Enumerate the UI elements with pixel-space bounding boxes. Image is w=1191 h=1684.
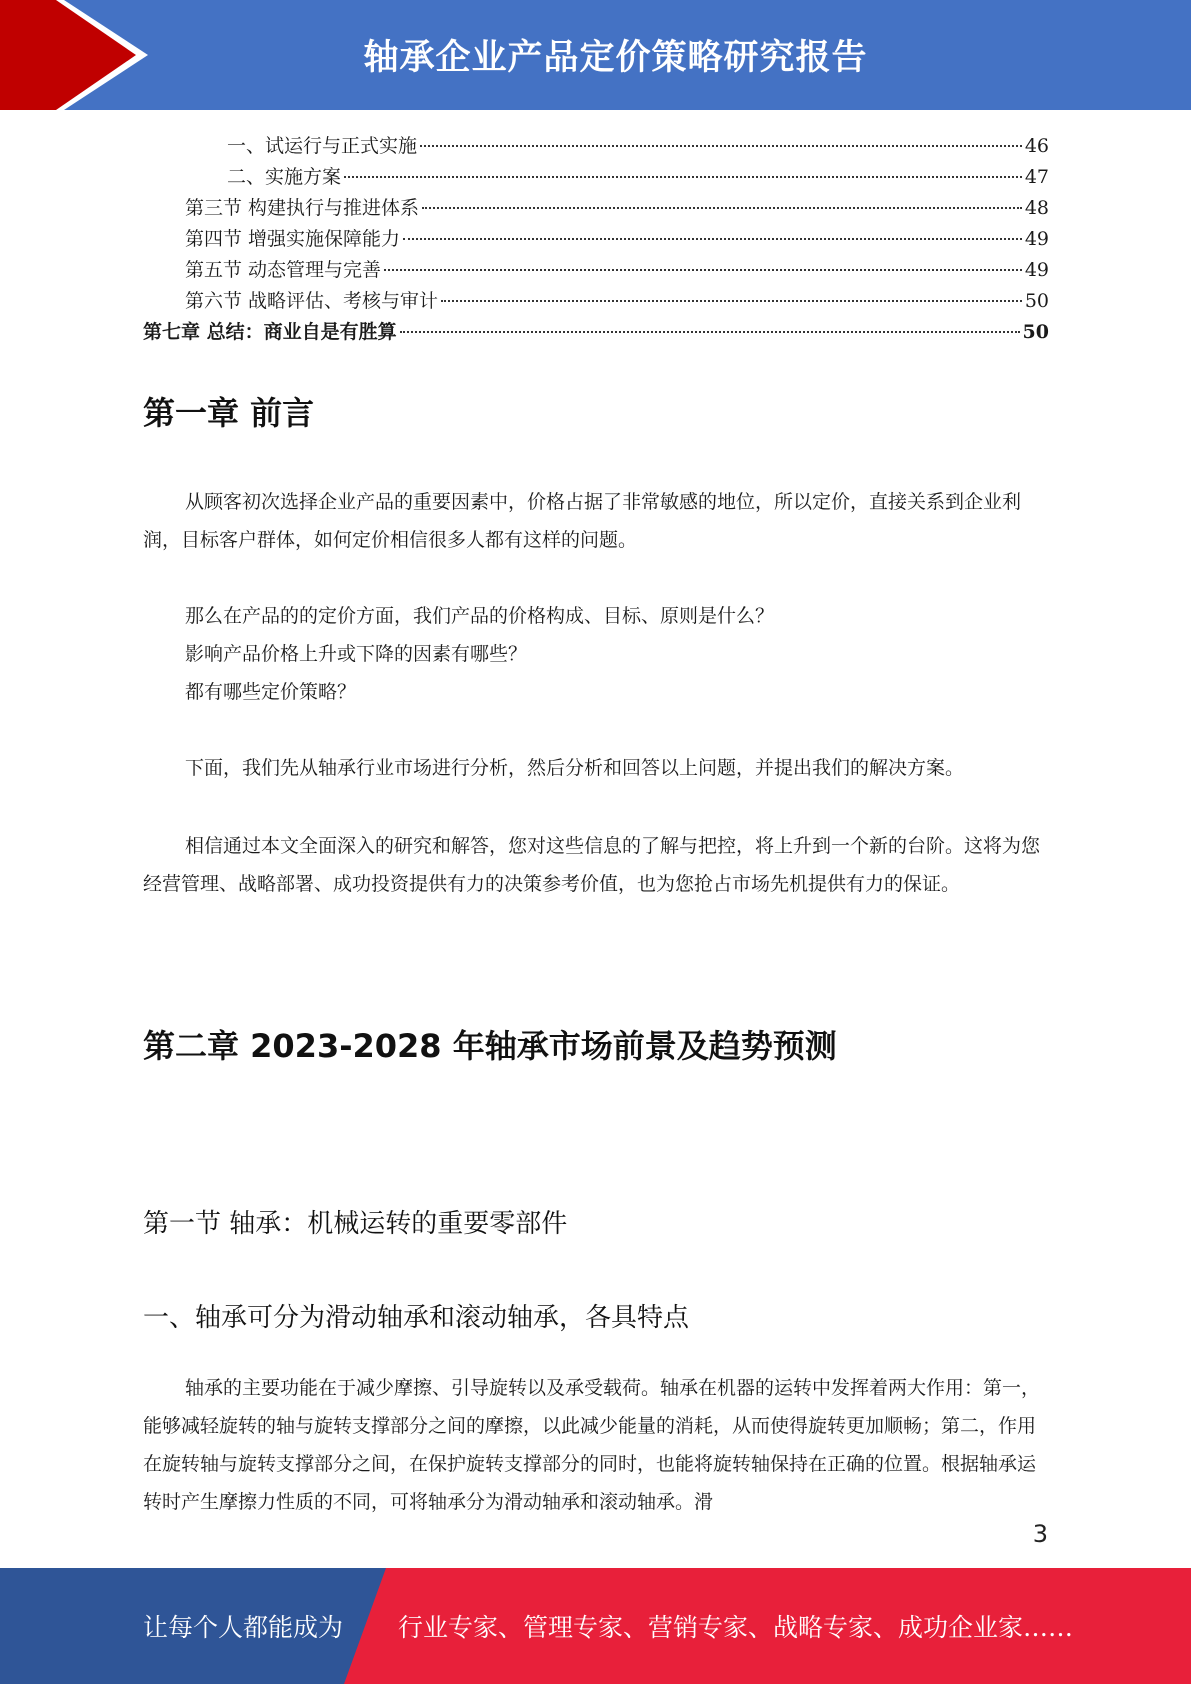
toc-entry-label: 第七章 总结：商业自是有胜算 <box>143 321 397 343</box>
toc-entry-label: 二、实施方案 <box>227 166 342 188</box>
chapter-2-title: 第二章 2023-2028 年轴承市场前景及趋势预测 <box>143 1027 837 1065</box>
footer-slogan-right: 行业专家、管理专家、营销专家、战略专家、成功企业家…… <box>398 1613 1074 1642</box>
toc-entry-page: 49 <box>1024 228 1049 250</box>
toc-entry[interactable] <box>143 286 1049 317</box>
toc-leader-dots <box>403 238 1022 240</box>
chapter-1-title: 第一章 前言 <box>143 394 315 432</box>
toc-entry-page: 49 <box>1024 259 1049 281</box>
chapter-1-question-3: 都有哪些定价策略？ <box>185 681 357 703</box>
footer-slogan-left: 让每个人都能成为 <box>143 1613 344 1642</box>
toc-entry-label: 第六节 战略评估、考核与审计 <box>185 290 439 312</box>
toc-entry-page: 48 <box>1024 197 1049 219</box>
chapter-1-question-2: 影响产品价格上升或下降的因素有哪些？ <box>185 643 528 665</box>
toc-entry-page: 50 <box>1024 290 1049 312</box>
report-title: 轴承企业产品定价策略研究报告 <box>363 38 868 78</box>
page-header <box>0 0 1191 110</box>
toc-entry[interactable] <box>143 131 1049 162</box>
chapter-1-paragraph-2: 下面，我们先从轴承行业市场进行分析，然后分析和回答以上问题，并提出我们的解决方案。 <box>185 757 965 779</box>
toc-leader-dots <box>420 145 1022 147</box>
toc-entry-label: 第四节 增强实施保障能力 <box>185 228 401 250</box>
toc-entry-label: 第三节 构建执行与推进体系 <box>185 197 420 219</box>
toc-entry[interactable] <box>143 162 1049 193</box>
chapter-2-paragraph-1: 轴承的主要功能在于减少摩擦、引导旋转以及承受载荷。轴承在机器的运转中发挥着两大作用：第一，能够减轻旋转的轴与旋转支撑部分之间的摩擦，以此减少能量的消耗，从而使得旋转更加顺畅；第二，作用在旋转轴与旋转支撑部分之间，在保护旋转支撑部分的同时，也能将旋转轴保持在正确的位置。根据轴承运转时产生摩擦力性质的不同，可将轴承分为滑动轴承和滚动轴承。滑 <box>143 1377 1041 1513</box>
page-footer <box>0 1568 1191 1684</box>
toc-entry-page: 47 <box>1024 166 1049 188</box>
toc-leader-dots <box>384 269 1022 271</box>
toc-leader-dots <box>441 300 1022 302</box>
chapter-1-paragraph-3: 相信通过本文全面深入的研究和解答，您对这些信息的了解与把控，将上升到一个新的台阶。这将为您经营管理、战略部署、成功投资提供有力的决策参考价值，也为您抢占市场先机提供有力的保证。 <box>143 835 1041 895</box>
toc-entry-label: 一、试运行与正式实施 <box>227 135 418 157</box>
toc-leader-dots <box>400 331 1020 333</box>
chapter-1-question-1: 那么在产品的的定价方面，我们产品的价格构成、目标、原则是什么？ <box>185 605 775 627</box>
toc-entry[interactable] <box>143 224 1049 255</box>
toc-leader-dots <box>344 176 1022 178</box>
toc-entry[interactable] <box>143 193 1049 224</box>
toc-entry-page: 50 <box>1022 321 1049 343</box>
page-number: 3 <box>1032 1520 1048 1548</box>
subsection-1-title: 一、轴承可分为滑动轴承和滚动轴承，各具特点 <box>143 1303 690 1333</box>
section-1-title: 第一节 轴承：机械运转的重要零部件 <box>143 1209 568 1239</box>
toc-entry-label: 第五节 动态管理与完善 <box>185 259 382 281</box>
chapter-1-paragraph-1: 从顾客初次选择企业产品的重要因素中，价格占据了非常敏感的地位，所以定价，直接关系到企业利润，目标客户群体，如何定价相信很多人都有这样的问题。 <box>143 491 1022 551</box>
table-of-contents <box>143 131 1049 348</box>
toc-leader-dots <box>422 207 1022 209</box>
toc-entry[interactable] <box>143 255 1049 286</box>
toc-entry-page: 46 <box>1024 135 1049 157</box>
toc-entry[interactable] <box>143 317 1049 348</box>
